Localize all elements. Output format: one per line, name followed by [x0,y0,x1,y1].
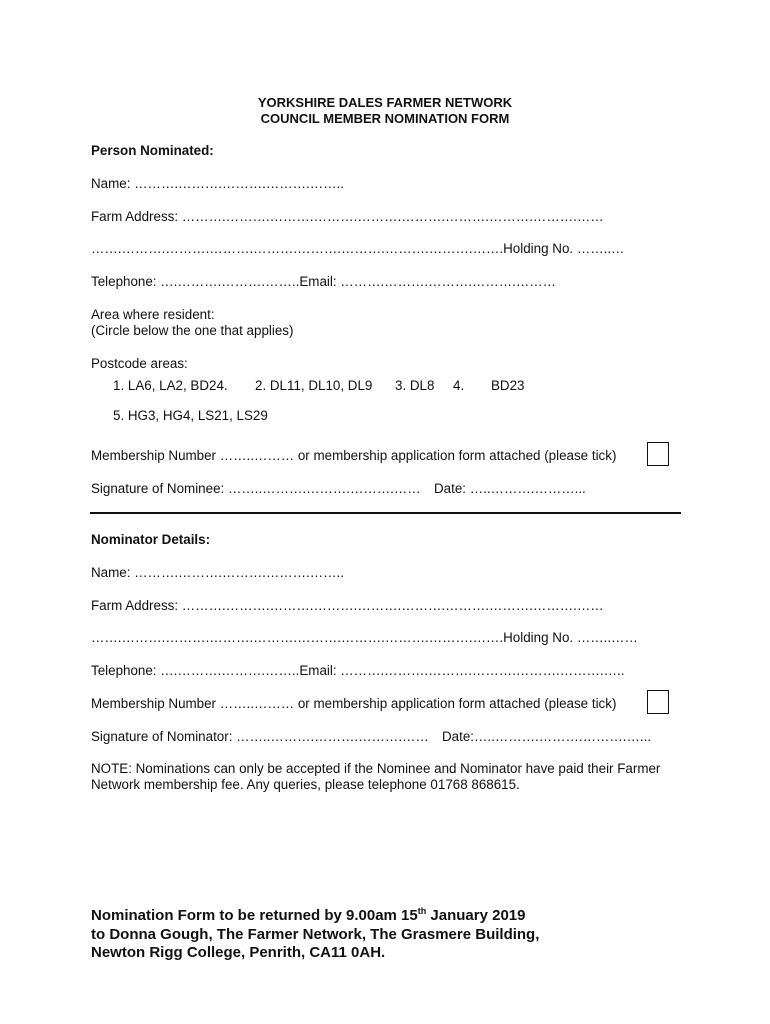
nominee-date-field[interactable]: Date: …..……….………... [434,481,586,496]
nominator-telephone-email-field[interactable]: Telephone: ….……….……….……..Email: ……….……….……….……….……….……….….. [91,663,625,678]
postcode-option-5[interactable]: 5. HG3, HG4, LS21, LS29 [113,408,268,423]
form-title-line2: COUNCIL MEMBER NOMINATION FORM [260,111,510,126]
section-divider [90,512,681,514]
return-instructions-line1 [91,907,525,925]
return-deadline-year: January 2019 [426,907,526,924]
postcode-option-4-number: 4. [453,378,465,393]
nominee-membership-number-field[interactable]: Membership Number ……..……… or membership application form attached (please tick) [91,448,617,463]
form-title-line1: YORKSHIRE DALES FARMER NETWORK [257,95,513,110]
nominee-name-field[interactable]: Name: ……….……….……….……….…….. [91,176,344,191]
ordinal-suffix: th [417,906,427,916]
postcode-areas-label: Postcode areas: [91,356,188,371]
area-resident-label: Area where resident: [91,307,215,322]
nominee-farm-address-field[interactable]: Farm Address: ……….……….……….……….……….……….……….……….……….…… [91,209,604,224]
nominee-application-checkbox[interactable] [647,442,669,466]
nominee-address-line2-field[interactable]: …….……….……….……….……….……….……….……….……….…….Holding No. ……..… [91,241,625,256]
note-line1: NOTE: Nominations can only be accepted if the Nominee and Nominator have paid their Farmer [91,761,661,776]
area-resident-instruction: (Circle below the one that applies) [91,323,294,338]
nominee-heading: Person Nominated: [91,143,214,158]
nominator-membership-number-field[interactable]: Membership Number ……..……… or membership application form attached (please tick) [91,696,617,711]
note-line2: Network membership fee. Any queries, please telephone 01768 868615. [91,777,520,792]
postcode-option-3[interactable]: 3. DL8 [395,378,435,393]
nominee-signature-field[interactable]: Signature of Nominee: ……..……….……….……….…… [91,481,421,496]
postcode-option-4[interactable]: BD23 [491,378,525,393]
nominator-signature-field[interactable]: Signature of Nominator: ……..……….……….……….…… [91,729,429,744]
nominator-address-line2-field[interactable]: …….……….……….……….……….……….……….……….……….…….Holding No. ……..…… [91,630,638,645]
return-deadline-text: Nomination Form to be returned by 9.00am 15 [91,907,418,924]
postcode-option-2[interactable]: 2. DL11, DL10, DL9 [255,378,373,393]
nominator-farm-address-field[interactable]: Farm Address: ……….……….……….……….……….……….……….……….……….…… [91,598,604,613]
nominator-application-checkbox[interactable] [647,690,669,714]
nominee-telephone-email-field[interactable]: Telephone: ….……….……….……..Email: ……….……….……….……….……… [91,274,557,289]
return-instructions-line2: to Donna Gough, The Farmer Network, The Grasmere Building, [91,926,540,943]
postcode-option-1[interactable]: 1. LA6, LA2, BD24. [113,378,228,393]
nominator-heading: Nominator Details: [91,532,211,547]
nominator-date-field[interactable]: Date:…..……….……….……….…... [442,729,652,744]
return-instructions-line3: Newton Rigg College, Penrith, CA11 0AH. [91,944,386,961]
nominator-name-field[interactable]: Name: ……….……….……….……….…….. [91,565,344,580]
